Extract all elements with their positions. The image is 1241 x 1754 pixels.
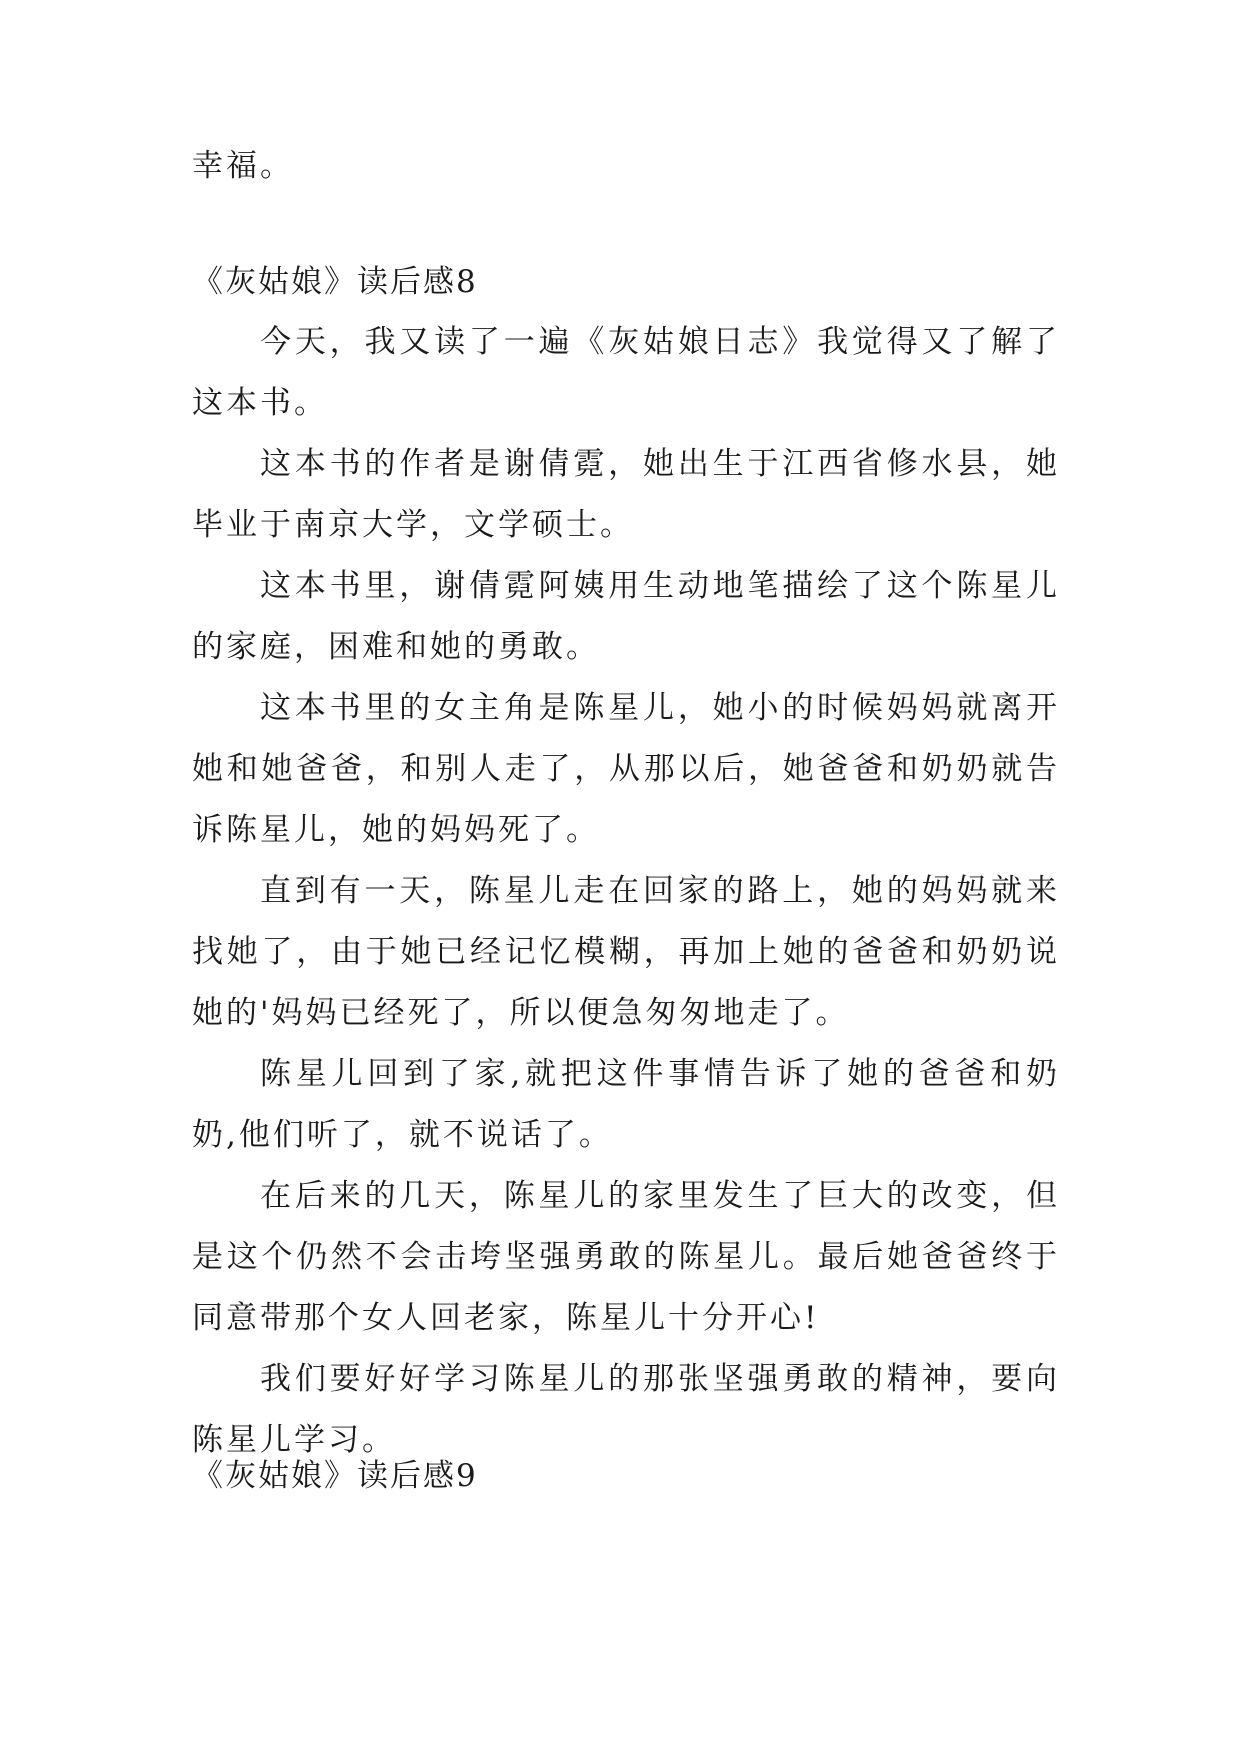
paragraph: 这本书里的女主角是陈星儿，她小的时候妈妈就离开她和她爸爸，和别人走了，从那以后，她爸爸和奶奶就告诉陈星儿，她的妈妈死了。 [192,690,1060,848]
section-8-body [192,312,1060,1471]
paragraph: 在后来的几天，陈星儿的家里发生了巨大的改变，但是这个仍然不会击垮坚强勇敢的陈星儿。最后她爸爸终于同意带那个女人回老家，陈星儿十分开心! [192,1178,1060,1336]
paragraph: 今天，我又读了一遍《灰姑娘日志》我觉得又了解了这本书。 [192,324,1060,421]
section-title-9: 《灰姑娘》读后感9 [192,1458,478,1494]
paragraph: 幸福。 [192,148,294,184]
paragraph: 陈星儿回到了家,就把这件事情告诉了她的爸爸和奶奶,他们听了，就不说话了。 [192,1056,1060,1153]
paragraph: 这本书里，谢倩霓阿姨用生动地笔描绘了这个陈星儿的家庭，困难和她的勇敢。 [192,568,1060,665]
paragraph: 这本书的作者是谢倩霓，她出生于江西省修水县，她毕业于南京大学，文学硕士。 [192,446,1060,543]
section-title-8: 《灰姑娘》读后感8 [192,264,478,300]
paragraph: 我们要好好学习陈星儿的那张坚强勇敢的精神，要向陈星儿学习。 [192,1361,1060,1458]
paragraph: 直到有一天，陈星儿走在回家的路上，她的妈妈就来找她了，由于她已经记忆模糊，再加上她的爸爸和奶奶说她的'妈妈已经死了，所以便急匆匆地走了。 [192,873,1060,1031]
continuation-text [192,136,1060,197]
